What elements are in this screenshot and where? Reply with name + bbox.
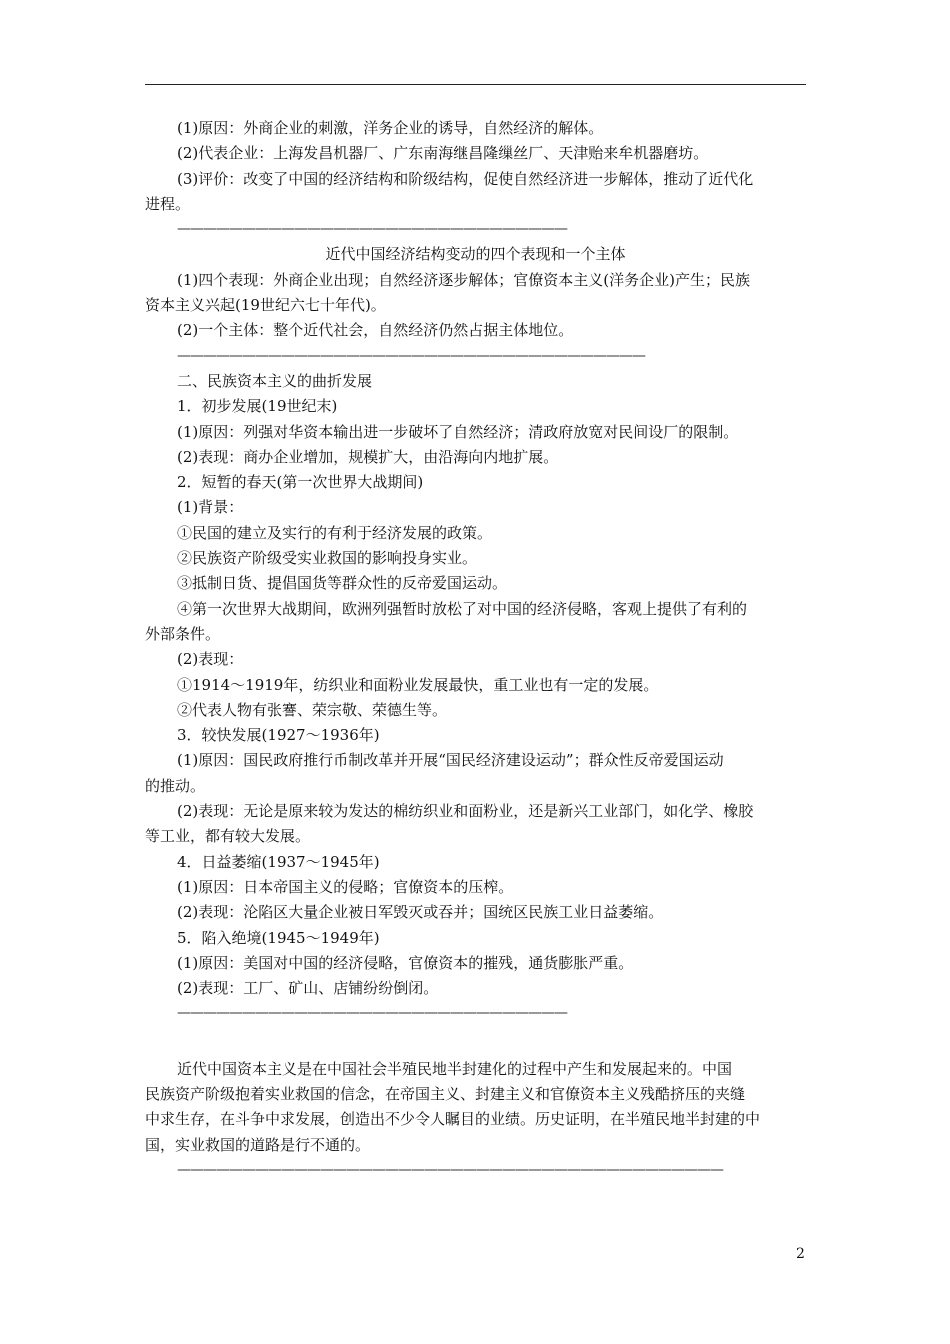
paragraph-line: (2)表现：商办企业增加，规模扩大，由沿海向内地扩展。 [177,447,559,466]
paragraph-line: (1)原因：美国对中国的经济侵略，官僚资本的摧残，通货膨胀严重。 [177,953,634,972]
paragraph-line: (1)原因：列强对华资本输出进一步破坏了自然经济；清政府放宽对民间设厂的限制。 [177,422,739,441]
paragraph-line: ④第一次世界大战期间，欧洲列强暂时放松了对中国的经济侵略，客观上提供了有利的 [177,599,748,618]
paragraph-line: (3)评价：改变了中国的经济结构和阶级结构，促使自然经济进一步解体，推动了近代化 [177,169,754,188]
paragraph-line: (1)四个表现：外商企业出现；自然经济逐步解体；官僚资本主义(洋务企业)产生；民族 [177,270,750,289]
paragraph-line: 外部条件。 [145,624,221,643]
paragraph-line: 的推动。 [145,776,206,795]
page-number: 2 [796,1246,805,1262]
paragraph-line: (2)表现：工厂、矿山、店铺纷纷倒闭。 [177,979,439,998]
spacer [145,1027,806,1057]
section-1 [145,116,806,242]
note-title: 近代中国经济结构变动的四个表现和一个主体 [325,245,626,264]
paragraph-line: 进程。 [145,194,191,213]
paragraph-line: (1)原因：外商企业的刺激，洋务企业的诱导，自然经济的解体。 [177,119,604,137]
paragraph-line: (2)一个主体：整个近代社会，自然经济仍然占据主体地位。 [177,321,574,340]
paragraph-line: (2)代表企业：上海发昌机器厂、广东南海继昌隆缫丝厂、天津贻来牟机器磨坊。 [177,144,709,163]
dashed-separator: —————————————————————————————— [177,1005,567,1022]
paragraph-line: 等工业，都有较大发展。 [145,827,311,846]
paragraph-line: 近代中国资本主义是在中国社会半殖民地半封建化的过程中产生和发展起来的。中国 [177,1059,733,1078]
subheading: 2．短暂的春天(第一次世界大战期间) [177,473,424,492]
paragraph-line: ①1914～1919年，纺织业和面粉业发展最快，重工业也有一定的发展。 [177,675,659,694]
section-2 [145,369,806,1027]
paragraph-line: 民族资产阶级抱着实业救国的信念，在帝国主义、封建主义和官僚资本主义残酷挤压的夹缝 [145,1084,746,1103]
subheading: 3．较快发展(1927～1936年) [177,726,380,745]
dashed-separator: —————————————————————————————— [177,221,567,238]
paragraph-line: (2)表现： [177,650,244,669]
paragraph-line: ②民族资产阶级受实业救国的影响投身实业。 [177,549,478,568]
page-content [145,116,806,1183]
paragraph-line: (1)原因：日本帝国主义的侵略；官僚资本的压榨。 [177,877,514,896]
paragraph-line: (1)原因：国民政府推行币制改革并开展“国民经济建设运动”；群众性反帝爱国运动 [177,751,724,770]
paragraph-line: ③抵制日货、提倡国货等群众性的反帝爱国运动。 [177,574,508,593]
paragraph-line: (1)背景： [177,498,244,517]
subheading: 5．陷入绝境(1945～1949年) [177,928,380,947]
section-heading: 二、民族资本主义的曲折发展 [177,371,373,390]
paragraph-line: (2)表现：无论是原来较为发达的棉纺织业和面粉业，还是新兴工业部门，如化学、橡胶 [177,802,754,821]
paragraph-line: 中求生存，在斗争中求发展，创造出不少令人瞩目的业绩。历史证明，在半殖民地半封建的中 [145,1110,761,1129]
paragraph-line: (2)表现：沦陷区大量企业被日军毁灭或吞并；国统区民族工业日益萎缩。 [177,903,664,922]
paragraph-line: 资本主义兴起(19世纪六七十年代)。 [145,296,386,315]
dashed-separator: —————————————————————————————————————————— [177,1161,723,1178]
paragraph-line: 国，实业救国的道路是行不通的。 [145,1135,371,1154]
header-rule [145,84,806,85]
subheading: 4．日益萎缩(1937～1945年) [177,852,380,871]
note-box [145,242,806,368]
paragraph-line: ②代表人物有张謇、荣宗敬、荣德生等。 [177,700,448,719]
summary-paragraph [145,1057,806,1183]
paragraph-line: ①民国的建立及实行的有利于经济发展的政策。 [177,523,493,542]
subheading: 1．初步发展(19世纪末) [177,397,338,416]
dashed-separator: ———————————————————————————————————— [177,347,645,364]
